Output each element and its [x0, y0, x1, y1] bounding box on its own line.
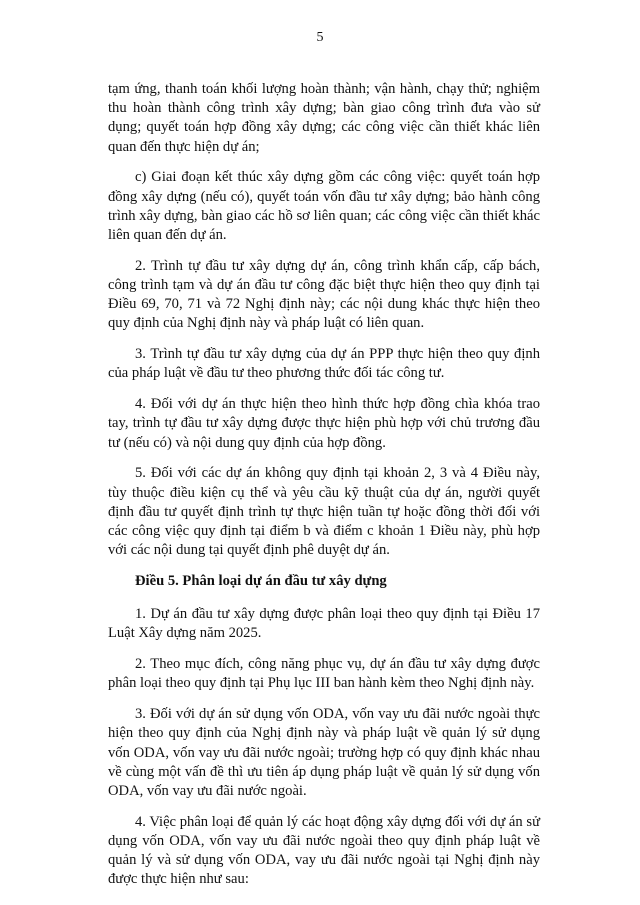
paragraph-clause-5: 5. Đối với các dự án không quy định tại khoản 2, 3 và 4 Điều này, tùy thuộc điều kiện cụ thể và yêu cầu kỹ thuật của dự án, người quyết định đầu tư quyết định trình tự thực hiện tuần tự hoặc đồng thời đối với các công việc quy định tại điểm b và điểm c khoản 1 Điều này, phù hợp với các nội dung tại quyết định phê duyệt dự án. [108, 465, 540, 559]
article5-clause-1: 1. Dự án đầu tư xây dựng được phân loại theo quy định tại Điều 17 Luật Xây dựng năm 2025. [108, 606, 540, 642]
paragraph-clause-3: 3. Trình tự đầu tư xây dựng của dự án PPP thực hiện theo quy định của pháp luật về đầu tư theo phương thức đối tác công tư. [108, 346, 540, 382]
paragraph-continuation: tạm ứng, thanh toán khối lượng hoàn thành; vận hành, chạy thử; nghiệm thu hoàn thành công trình xây dựng; bàn giao công trình đưa vào sử dụng; quyết toán hợp đồng xây dựng; các công việc cần thiết khác liên quan đến thực hiện dự án; [108, 81, 540, 155]
article5-clause-4: 4. Việc phân loại để quản lý các hoạt động xây dựng đối với dự án sử dụng vốn ODA, vốn vay ưu đãi nước ngoài theo quy định pháp luật về quản lý và sử dụng vốn ODA, vay ưu đãi nước ngoài tại Nghị định này được thực hiện như sau: [108, 813, 540, 888]
paragraph-clause-4: 4. Đối với dự án thực hiện theo hình thức hợp đồng chìa khóa trao tay, trình tự đầu tư xây dựng được thực hiện phù hợp với chủ trương đầu tư (nếu có) và nội dung quy định của hợp đồng. [108, 396, 540, 451]
paragraph-clause-c: c) Giai đoạn kết thúc xây dựng gồm các công việc: quyết toán hợp đồng xây dựng (nếu có), quyết toán vốn đầu tư xây dựng; bảo hành công trình xây dựng, bàn giao các hồ sơ liên quan; các công việc cần thiết khác liên quan đến dự án. [108, 169, 540, 244]
article-heading: Điều 5. Phân loại dự án đầu tư xây dựng [135, 573, 387, 590]
article5-clause-3: 3. Đối với dự án sử dụng vốn ODA, vốn vay ưu đãi nước ngoài thực hiện theo quy định của Nghị định này và pháp luật về quản lý sử dụng vốn ODA, vốn vay ưu đãi nước ngoài; trường hợp có quy định khác nhau về cùng một vấn đề thì ưu tiên áp dụng pháp luật về quản lý sử dụng vốn ODA, vốn vay ưu đãi nước ngoài. [108, 706, 540, 800]
page-number: 5 [316, 30, 324, 45]
document-body [108, 80, 540, 901]
article5-clause-2: 2. Theo mục đích, công năng phục vụ, dự án đầu tư xây dựng được phân loại theo quy định tại Phụ lục III ban hành kèm theo Nghị định này. [108, 656, 540, 692]
paragraph-clause-2: 2. Trình tự đầu tư xây dựng dự án, công trình khẩn cấp, cấp bách, công trình tạm và dự án đầu tư công đặc biệt thực hiện theo quy định tại Điều 69, 70, 71 và 72 Nghị định này; các nội dung khác thực hiện theo quy định của Nghị định này và pháp luật có liên quan. [108, 257, 540, 332]
